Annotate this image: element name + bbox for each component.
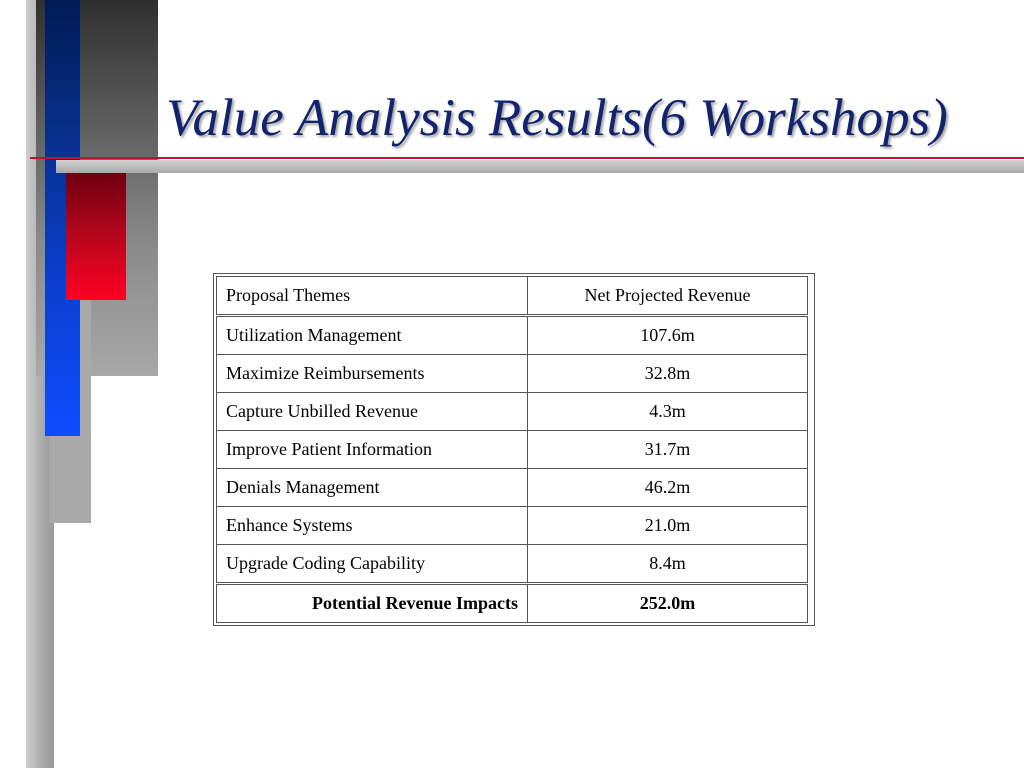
theme-cell: Denials Management xyxy=(217,469,528,507)
decorative-red-block xyxy=(66,173,126,300)
theme-cell: Enhance Systems xyxy=(217,507,528,545)
title-underline-red xyxy=(30,157,1024,159)
table-row xyxy=(217,507,808,545)
total-label: Potential Revenue Impacts xyxy=(217,584,528,623)
table-total-row xyxy=(217,584,808,623)
results-table-frame xyxy=(213,273,815,626)
column-header-revenue: Net Projected Revenue xyxy=(528,277,808,316)
table-row xyxy=(217,393,808,431)
theme-cell: Maximize Reimbursements xyxy=(217,355,528,393)
table-row xyxy=(217,469,808,507)
table-row xyxy=(217,316,808,355)
slide-title: Value Analysis Results(6 Workshops) xyxy=(166,89,948,147)
revenue-cell: 32.8m xyxy=(528,355,808,393)
table-row xyxy=(217,355,808,393)
theme-cell: Utilization Management xyxy=(217,316,528,355)
theme-cell: Capture Unbilled Revenue xyxy=(217,393,528,431)
revenue-cell: 46.2m xyxy=(528,469,808,507)
table-header-row xyxy=(217,277,808,316)
revenue-cell: 31.7m xyxy=(528,431,808,469)
revenue-cell: 21.0m xyxy=(528,507,808,545)
table-row xyxy=(217,545,808,584)
column-header-themes: Proposal Themes xyxy=(217,277,528,316)
theme-cell: Improve Patient Information xyxy=(217,431,528,469)
total-value: 252.0m xyxy=(528,584,808,623)
revenue-cell: 8.4m xyxy=(528,545,808,584)
revenue-cell: 107.6m xyxy=(528,316,808,355)
theme-cell: Upgrade Coding Capability xyxy=(217,545,528,584)
table-row xyxy=(217,431,808,469)
results-table xyxy=(216,276,808,623)
revenue-cell: 4.3m xyxy=(528,393,808,431)
title-underline-gray xyxy=(56,160,1024,173)
